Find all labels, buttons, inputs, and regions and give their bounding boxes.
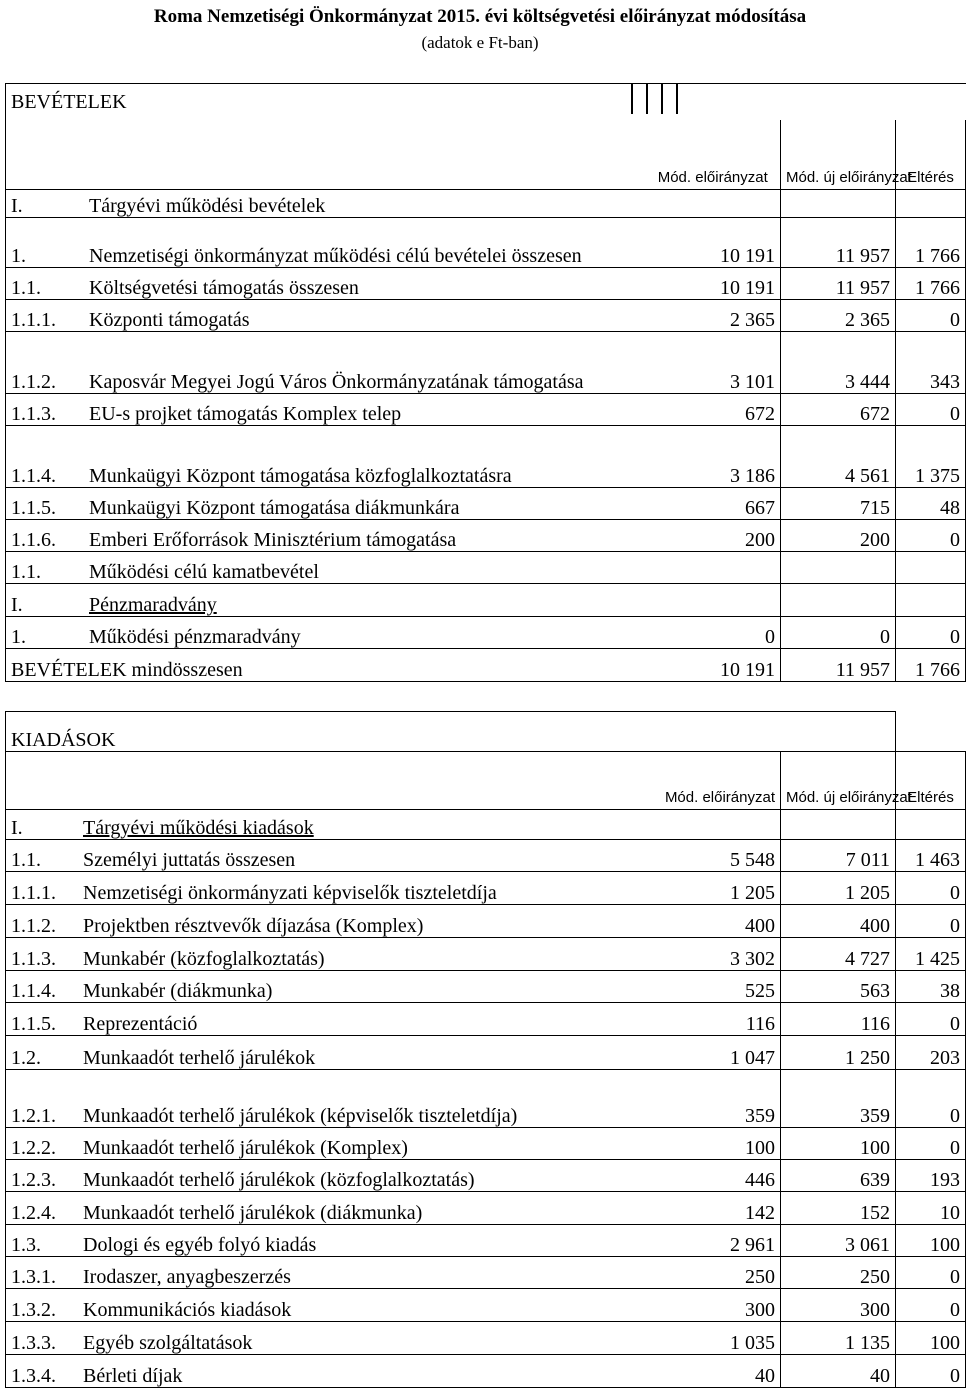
revenue-row-mod: 0: [596, 617, 781, 649]
expenses-row-elteres: 0: [896, 905, 966, 938]
revenue-section: [6, 84, 966, 649]
expenses-row-code: 1.3.3.: [11, 1332, 56, 1354]
revenue-row-label: [6, 584, 596, 617]
expenses-row-mod-uj: 40: [781, 1355, 896, 1388]
expenses-row-code: 1.2.2.: [11, 1137, 56, 1159]
expenses-row-label: [6, 872, 596, 905]
expenses-row-code: 1.2.4.: [11, 1202, 56, 1224]
expenses-row-code: 1.2.3.: [11, 1169, 56, 1191]
expenses-row-mod: 1 035: [596, 1322, 781, 1355]
revenue-row-text: Kaposvár Megyei Jogú Város Önkormányzatának támogatása: [89, 371, 584, 393]
expenses-row-text: Munkabér (közfoglalkoztatás): [83, 948, 325, 970]
expenses-row-elteres: 0: [896, 1070, 966, 1128]
expenses-header-row: [6, 752, 966, 810]
document-title: Roma Nemzetiségi Önkormányzat 2015. évi költségvetési előirányzat módosítása: [153, 6, 807, 27]
expenses-row-mod: 359: [596, 1070, 781, 1128]
revenue-row-mod-uj: [781, 584, 896, 617]
expenses-row: [6, 872, 966, 905]
expenses-row-text: Munkaadót terhelő járulékok (Komplex): [83, 1137, 408, 1159]
revenue-row-label: [6, 218, 596, 268]
expenses-row-elteres: 100: [896, 1225, 966, 1257]
document-subtitle: (adatok e Ft-ban): [421, 33, 539, 52]
expenses-row-label: [6, 1128, 596, 1160]
revenue-row: [6, 218, 966, 268]
expenses-row-code: 1.1.2.: [11, 915, 56, 937]
expenses-row-text: Munkaadót terhelő járulékok (diákmunka): [83, 1202, 423, 1224]
expenses-row-text: Tárgyévi működési kiadások: [83, 817, 314, 839]
expenses-row: [6, 1003, 966, 1036]
expenses-row-text: Munkaadót terhelő járulékok: [83, 1047, 316, 1069]
revenue-section-title: BEVÉTELEK: [6, 84, 596, 120]
expenses-row-elteres: 0: [896, 1289, 966, 1322]
revenue-row-text: Központi támogatás: [89, 309, 250, 331]
expenses-row-code: I.: [11, 817, 23, 839]
expenses-row-label: [6, 905, 596, 938]
expenses-row-mod: 250: [596, 1257, 781, 1289]
expenses-row-elteres: 38: [896, 971, 966, 1003]
expenses-row-elteres: 203: [896, 1036, 966, 1070]
revenue-row-mod: 10 191: [596, 218, 781, 268]
expenses-header-mod-uj: Mód. új előirányzat: [781, 752, 896, 810]
revenue-total-mod-uj: 11 957: [781, 649, 896, 682]
revenue-row: [6, 584, 966, 617]
expenses-row-mod-uj: [781, 810, 896, 840]
revenue-row-mod-uj: 715: [781, 488, 896, 520]
expenses-row: [6, 1322, 966, 1355]
expenses-row-code: 1.1.3.: [11, 948, 56, 970]
revenue-row-code: 1.1.2.: [11, 371, 56, 393]
expenses-row: [6, 971, 966, 1003]
expenses-row-text: Munkaadót terhelő járulékok (közfoglalkoztatás): [83, 1169, 475, 1191]
revenue-total-label: BEVÉTELEK mindösszesen: [6, 649, 596, 682]
expenses-row: [6, 938, 966, 971]
expenses-row-text: Projektben résztvevők díjazása (Komplex): [83, 915, 424, 937]
expenses-row-mod: 1 047: [596, 1036, 781, 1070]
revenue-total-elteres: 1 766: [896, 649, 966, 682]
expenses-row-label: [6, 1225, 596, 1257]
revenue-row-text: Működési pénzmaradvány: [89, 626, 301, 648]
expenses-row-mod-uj: 1 135: [781, 1322, 896, 1355]
revenue-row-elteres: 1 375: [896, 426, 966, 488]
expenses-row-text: Egyéb szolgáltatások: [83, 1332, 253, 1354]
revenue-row-code: 1.1.3.: [11, 403, 56, 425]
revenue-row-elteres: 0: [896, 300, 966, 332]
expenses-row-mod: 1 205: [596, 872, 781, 905]
expenses-row: [6, 905, 966, 938]
revenue-row-label: [6, 300, 596, 332]
revenue-row-code: I.: [11, 195, 23, 217]
expenses-row-label: [6, 1070, 596, 1128]
revenue-row-code: I.: [11, 594, 23, 616]
revenue-row: [6, 268, 966, 300]
expenses-row-elteres: 0: [896, 872, 966, 905]
expenses-row-code: 1.1.1.: [11, 882, 56, 904]
revenue-row-label: [6, 394, 596, 426]
expenses-row: [6, 1070, 966, 1128]
expenses-row-label: [6, 938, 596, 971]
expenses-row-mod-uj: 1 250: [781, 1036, 896, 1070]
expenses-row-label: [6, 1192, 596, 1225]
expenses-row-mod-uj: 1 205: [781, 872, 896, 905]
revenue-row-text: Emberi Erőforrások Minisztérium támogatása: [89, 529, 457, 551]
revenue-header-mod: Mód. előirányzat: [657, 169, 768, 186]
revenue-row: [6, 520, 966, 552]
expenses-row-mod: [596, 810, 781, 840]
expenses-row-label: [6, 1160, 596, 1192]
revenue-row-mod: 3 101: [596, 332, 781, 394]
revenue-row-elteres: 0: [896, 617, 966, 649]
revenue-row-text: EU-s projket támogatás Komplex telep: [89, 403, 402, 425]
revenue-row-mod: [596, 190, 781, 218]
expenses-row-label: [6, 1355, 596, 1388]
expenses-row-text: Irodaszer, anyagbeszerzés: [83, 1266, 291, 1288]
expenses-row-mod-uj: 300: [781, 1289, 896, 1322]
revenue-row-elteres: 48: [896, 488, 966, 520]
revenue-row: [6, 552, 966, 584]
expenses-row-elteres: 0: [896, 1257, 966, 1289]
expenses-row: [6, 1036, 966, 1070]
revenue-row-elteres: 343: [896, 332, 966, 394]
expenses-row-code: 1.1.4.: [11, 980, 56, 1002]
expenses-row-elteres: 0: [896, 1355, 966, 1388]
revenue-row-code: 1.1.5.: [11, 497, 56, 519]
expenses-row-elteres: 0: [896, 1128, 966, 1160]
expenses-row-code: 1.2.: [11, 1047, 41, 1069]
revenue-row-text: Működési célú kamatbevétel: [89, 561, 319, 583]
revenue-row-text: Tárgyévi működési bevételek: [89, 195, 326, 217]
expenses-row: [6, 1128, 966, 1160]
revenue-row-label: [6, 617, 596, 649]
expenses-row-mod-uj: 116: [781, 1003, 896, 1036]
revenue-row-mod-uj: [781, 552, 896, 584]
revenue-row-code: 1.: [11, 245, 26, 267]
expenses-row-code: 1.3.1.: [11, 1266, 56, 1288]
revenue-row-label: [6, 426, 596, 488]
revenue-row-mod-uj: [781, 190, 896, 218]
expenses-row-mod: 525: [596, 971, 781, 1003]
expenses-title-row: [6, 712, 966, 752]
revenue-row-code: 1.1.1.: [11, 309, 56, 331]
expenses-row-mod: 40: [596, 1355, 781, 1388]
revenue-row: [6, 488, 966, 520]
expenses-row: [6, 810, 966, 840]
revenue-row-mod-uj: 11 957: [781, 218, 896, 268]
revenue-row-mod-uj: 672: [781, 394, 896, 426]
revenue-row-code: 1.: [11, 626, 26, 648]
revenue-row: [6, 394, 966, 426]
revenue-row-text: Pénzmaradvány: [89, 594, 217, 616]
expenses-row-mod: 3 302: [596, 938, 781, 971]
expenses-row-label: [6, 840, 596, 872]
expenses-row-mod-uj: 563: [781, 971, 896, 1003]
expenses-row-text: Munkaadót terhelő járulékok (képviselők tiszteletdíja): [83, 1105, 518, 1127]
expenses-row: [6, 840, 966, 872]
expenses-row-mod-uj: 152: [781, 1192, 896, 1225]
expenses-row-text: Munkabér (diákmunka): [83, 980, 273, 1002]
expenses-row-elteres: 0: [896, 1003, 966, 1036]
expenses-row: [6, 1355, 966, 1388]
revenue-row-label: [6, 190, 596, 218]
expenses-row-mod: 2 961: [596, 1225, 781, 1257]
expenses-row-text: Nemzetiségi önkormányzati képviselők tiszteletdíja: [83, 882, 497, 904]
expenses-row-elteres: 100: [896, 1322, 966, 1355]
expenses-row-mod: 116: [596, 1003, 781, 1036]
revenue-row-label: [6, 488, 596, 520]
expenses-row-code: 1.1.5.: [11, 1013, 56, 1035]
revenue-row: [6, 426, 966, 488]
expenses-row-code: 1.3.2.: [11, 1299, 56, 1321]
revenue-row-mod-uj: 3 444: [781, 332, 896, 394]
revenue-row-mod: 10 191: [596, 268, 781, 300]
expenses-row-text: Bérleti díjak: [83, 1365, 183, 1387]
revenue-title-row: [6, 84, 966, 120]
revenue-row-elteres: 0: [896, 520, 966, 552]
expenses-row-mod-uj: 639: [781, 1160, 896, 1192]
revenue-header-mod-uj: Mód. új előirányzat: [781, 120, 896, 190]
header-ticks: [596, 84, 966, 120]
expenses-row-text: Kommunikációs kiadások: [83, 1299, 292, 1321]
expenses-header-mod: Mód. előirányzat: [596, 752, 781, 810]
expenses-row-mod: 400: [596, 905, 781, 938]
expenses-row-elteres: [896, 810, 966, 840]
expenses-row-mod-uj: 400: [781, 905, 896, 938]
expenses-row: [6, 1192, 966, 1225]
revenue-row-label: [6, 332, 596, 394]
revenue-row-mod-uj: 0: [781, 617, 896, 649]
revenue-row-mod: 667: [596, 488, 781, 520]
revenue-row-mod: 672: [596, 394, 781, 426]
revenue-row-mod: [596, 552, 781, 584]
revenue-row-text: Nemzetiségi önkormányzat működési célú bevételei összesen: [89, 245, 582, 267]
revenue-total-mod: 10 191: [596, 649, 781, 682]
expenses-row-code: 1.1.: [11, 849, 41, 871]
expenses-row-label: [6, 1003, 596, 1036]
expenses-row-mod: 446: [596, 1160, 781, 1192]
expenses-row-mod-uj: 250: [781, 1257, 896, 1289]
expenses-row-elteres: 1 463: [896, 840, 966, 872]
expenses-row-label: [6, 1289, 596, 1322]
expenses-row-mod: 300: [596, 1289, 781, 1322]
revenue-row-elteres: [896, 552, 966, 584]
revenue-row-mod-uj: 4 561: [781, 426, 896, 488]
revenue-row-code: 1.1.4.: [11, 465, 56, 487]
revenue-row-code: 1.1.: [11, 561, 41, 583]
expenses-row-label: [6, 1322, 596, 1355]
expenses-row-code: 1.2.1.: [11, 1105, 56, 1127]
revenue-row-text: Munkaügyi Központ támogatása közfoglalkoztatásra: [89, 465, 512, 487]
expenses-row-text: Reprezentáció: [83, 1013, 198, 1035]
expenses-row-text: Dologi és egyéb folyó kiadás: [83, 1234, 317, 1256]
expenses-row-elteres: 193: [896, 1160, 966, 1192]
expenses-row-mod: 100: [596, 1128, 781, 1160]
expenses-row-label: [6, 810, 596, 840]
revenue-row-mod: [596, 584, 781, 617]
revenue-header-elteres: Eltérés: [896, 120, 966, 190]
expenses-row: [6, 1257, 966, 1289]
expenses-row-label: [6, 1036, 596, 1070]
revenue-total-row: [6, 649, 966, 682]
expenses-row-label: [6, 971, 596, 1003]
revenue-total-section: [6, 649, 966, 712]
revenue-row: [6, 617, 966, 649]
revenue-row: [6, 190, 966, 218]
revenue-row-mod: 2 365: [596, 300, 781, 332]
revenue-row: [6, 332, 966, 394]
revenue-row-label: [6, 268, 596, 300]
revenue-row-elteres: [896, 584, 966, 617]
expenses-row-code: 1.3.: [11, 1234, 41, 1256]
revenue-row-mod-uj: 11 957: [781, 268, 896, 300]
revenue-row-code: 1.1.: [11, 277, 41, 299]
expenses-row-text: Személyi juttatás összesen: [83, 849, 296, 871]
expenses-row-mod-uj: 100: [781, 1128, 896, 1160]
expenses-row-mod-uj: 7 011: [781, 840, 896, 872]
expenses-row: [6, 1160, 966, 1192]
revenue-row-elteres: 1 766: [896, 218, 966, 268]
revenue-row: [6, 300, 966, 332]
revenue-row-code: 1.1.6.: [11, 529, 56, 551]
expenses-row-label: [6, 1257, 596, 1289]
expenses-row-code: 1.3.4.: [11, 1365, 56, 1387]
revenue-row-elteres: 0: [896, 394, 966, 426]
expenses-row-elteres: 10: [896, 1192, 966, 1225]
revenue-row-mod-uj: 2 365: [781, 300, 896, 332]
revenue-row-mod-uj: 200: [781, 520, 896, 552]
revenue-row-elteres: 1 766: [896, 268, 966, 300]
revenue-row-text: Munkaügyi Központ támogatása diákmunkára: [89, 497, 460, 519]
revenue-header-row: [6, 120, 966, 190]
expenses-row-mod-uj: 3 061: [781, 1225, 896, 1257]
revenue-row-label: [6, 520, 596, 552]
expenses-row: [6, 1225, 966, 1257]
expenses-section-title: KIADÁSOK: [6, 712, 896, 752]
expenses-row-elteres: 1 425: [896, 938, 966, 971]
revenue-row-label: [6, 552, 596, 584]
budget-table: [5, 83, 966, 1388]
expenses-row: [6, 1289, 966, 1322]
expenses-row-mod-uj: 4 727: [781, 938, 896, 971]
expenses-row-mod-uj: 359: [781, 1070, 896, 1128]
expenses-header-elteres: Eltérés: [896, 752, 966, 810]
expenses-row-mod: 5 548: [596, 840, 781, 872]
revenue-row-mod: 3 186: [596, 426, 781, 488]
expenses-row-mod: 142: [596, 1192, 781, 1225]
revenue-row-text: Költségvetési támogatás összesen: [89, 277, 359, 299]
revenue-row-elteres: [896, 190, 966, 218]
revenue-row-mod: 200: [596, 520, 781, 552]
expenses-section: [6, 712, 966, 1388]
